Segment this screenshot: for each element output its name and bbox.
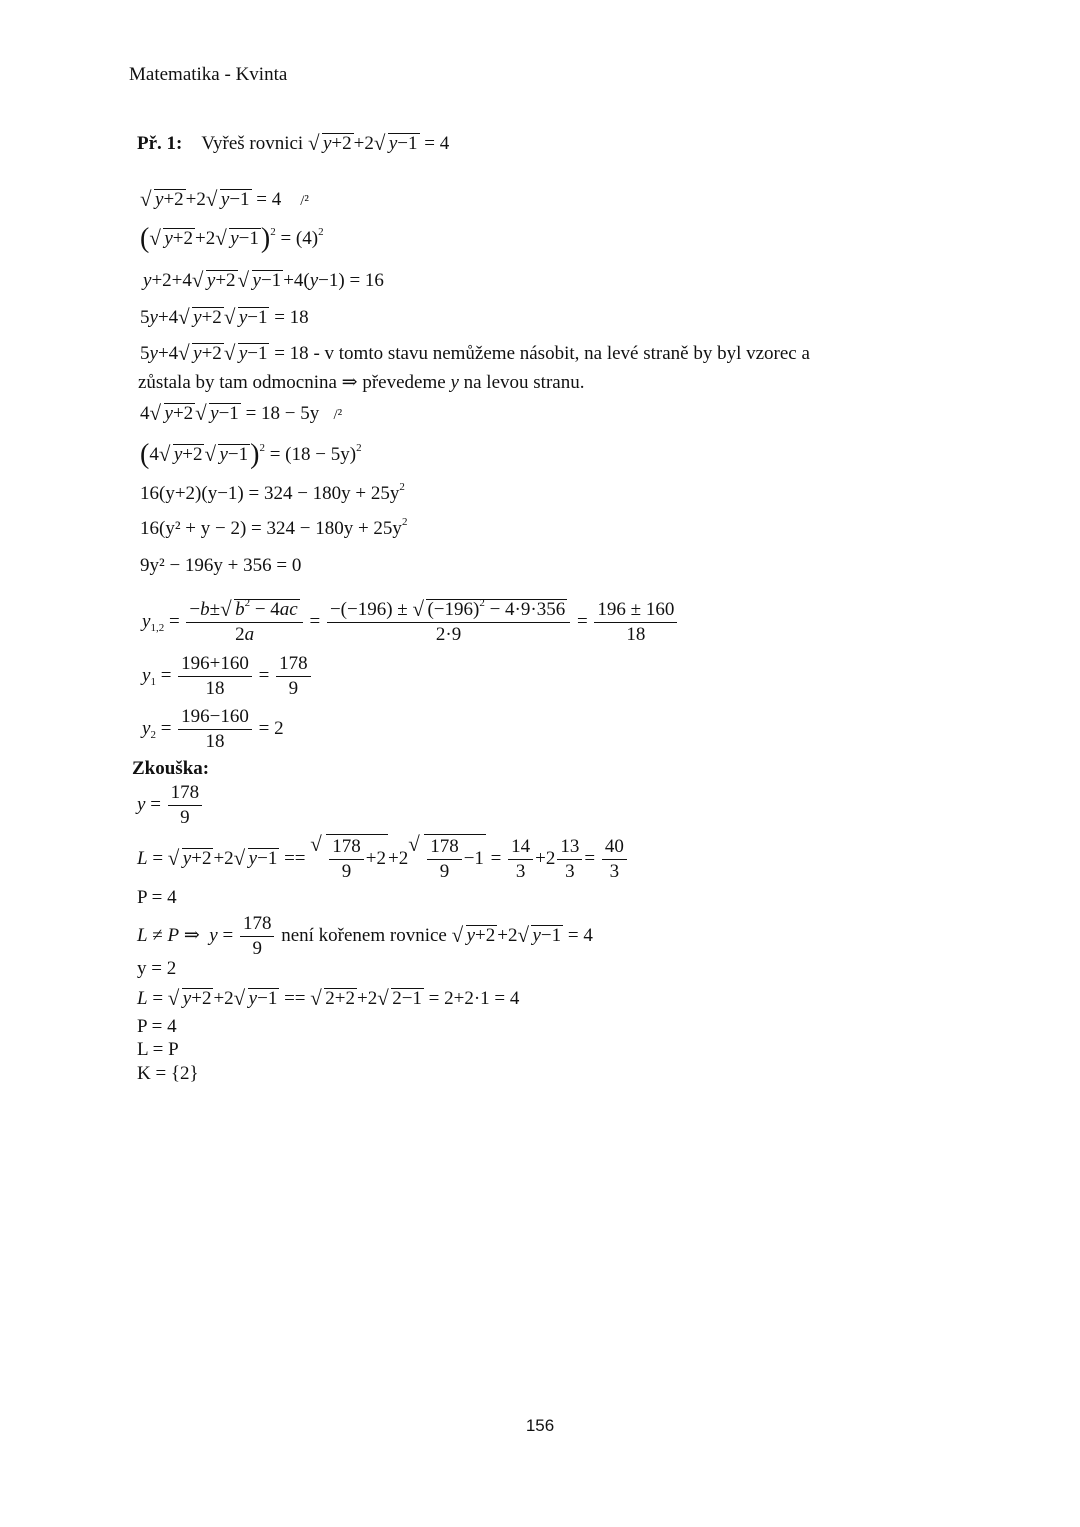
solution-line-3: y+2+4√ y+2√ y−1 +4(y−1) = 16: [143, 270, 384, 292]
check-equality: L = P: [137, 1039, 179, 1060]
example-task: Vyřeš rovnici: [201, 133, 304, 154]
check-y-value: y = $\frac{178}{9}$: [137, 781, 204, 830]
solution-line-6: 4√ y+2√ y−1 = 18 − 5y /²: [140, 403, 342, 426]
solution-line-8: $16(y+2)(y-1) = 324 - 180y + 25y^2$: [140, 481, 405, 504]
page-number: 156: [525, 1416, 555, 1435]
solution-line-9: $16(y^2 + y - 2) = 324 - 180y + 25y^2$: [140, 516, 408, 539]
solution-line-2: (√ y+2 +2√ $y-1)^2 = (4)^2$: [140, 228, 324, 250]
check-right-side-2: P = 4: [137, 1016, 177, 1037]
example-label: Př. 1:: [137, 133, 183, 154]
solution-line-7: (4√ y+2√ $y-1)^2 = (18 - 5y)^2$: [140, 444, 362, 466]
check-conclusion-1: L ≠ P ⇒ y = $\frac{178}{9}$ není kořenem rovnice √ y+2 +2√ y−1 = 4: [137, 912, 593, 961]
solution-line-4: 5y+4√ y+2√ y−1 = 18: [140, 307, 309, 329]
page-header: Matematika - Kvinta: [129, 64, 288, 85]
y2-solution: $y_2$ = $\frac{196-160}{18}$ = 2: [142, 706, 284, 752]
note-text-1: - v tomto stavu nemůžeme násobit, na levé straně by byl vzorec a: [313, 343, 810, 364]
quadratic-formula: $y_{1,2}$ = $\frac{-b\pm√ b^2 - 4ac}{2a}$ = $\frac{-(-196) \pm √ (-196)^2 - 4\cdot 9\cdot 356}{2\cdot 9}$ = $\frac{196 \pm 160}{18}$: [142, 598, 679, 647]
solution-line-5: 5y+4√ y+2√ y−1 = 18 - v tomto stavu nemůžeme násobit, na levé straně by byl vzorec a: [140, 343, 810, 365]
check-y-2: y = 2: [137, 958, 177, 979]
solution-line-1: √ y+2 +2√ y−1 = 4 /²: [140, 189, 309, 212]
check-left-side-2: L = √ y+2 +2√ y−1 == √ 2+2 +2√ 2−1 = 2+2·1 = 4: [137, 988, 519, 1010]
example-statement: Př. 1: Vyřeš rovnici √ y+2 +2√ y−1 = 4: [137, 133, 449, 155]
check-title: Zkouška:: [132, 758, 210, 779]
check-left-side-1: L = √ y+2 +2√ y−1 == √ $\frac{178}{9}$ +2 +2 √ $\frac{178}{9}$ −1 = $\frac{14}{3}$ +2 $\frac{13}{3}$ = $\frac{40}{3}$: [137, 834, 629, 884]
solution-set: K = {2}: [137, 1063, 199, 1084]
check-right-side-1: P = 4: [137, 887, 177, 908]
eq-rhs: = 4: [424, 133, 450, 154]
y1-solution: $y_1$ = $\frac{196+160}{18}$ = $\frac{178}{9}$: [142, 652, 313, 701]
solution-line-10: 9y² − 196y + 356 = 0: [140, 555, 302, 576]
note-line-2: zůstala by tam odmocnina ⇒ převedeme y na levou stranu.: [138, 372, 585, 393]
